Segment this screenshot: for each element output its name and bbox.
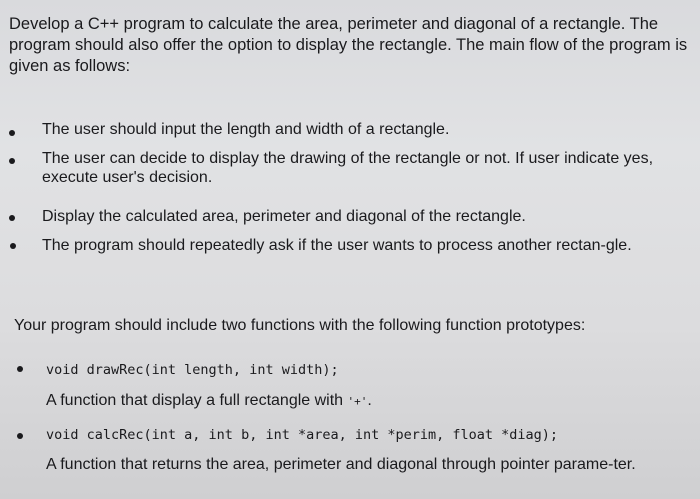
drawrec-description (46, 391, 372, 411)
bullet-icon (10, 243, 16, 249)
calcrec-prototype: void calcRec(int a, int b, int *area, int *perim, float *diag); (46, 427, 559, 443)
bullet-icon (9, 130, 15, 136)
plus-char-literal: '+' (347, 395, 368, 408)
bullet-icon (17, 433, 23, 439)
drawrec-description-end: . (367, 392, 372, 409)
bullet-icon (9, 158, 15, 164)
flow-item: Display the calculated area, perimeter and diagonal of the rectangle. (42, 208, 526, 225)
drawrec-prototype: void drawRec(int length, int width); (46, 362, 339, 378)
drawrec-description-text: A function that display a full rectangle with (46, 392, 344, 409)
functions-intro: Your program should include two functions with the following function prototypes: (14, 317, 586, 334)
assignment-intro: Develop a C++ program to calculate the area, perimeter and diagonal of a rectangle. The program should also offer the option to display the rectangle. The main flow of the program is given as follows: (9, 15, 688, 75)
bullet-icon (9, 215, 15, 221)
bullet-icon (17, 366, 23, 372)
flow-item: The user should input the length and width of a rectangle. (42, 121, 450, 138)
calcrec-description: A function that returns the area, perimeter and diagonal through pointer parame-ter. (46, 456, 636, 473)
flow-item: The user can decide to display the drawing of the rectangle or not. If user indicate yes, execute user's decision. (42, 150, 654, 186)
flow-item: The program should repeatedly ask if the user wants to process another rectan-gle. (42, 237, 632, 254)
